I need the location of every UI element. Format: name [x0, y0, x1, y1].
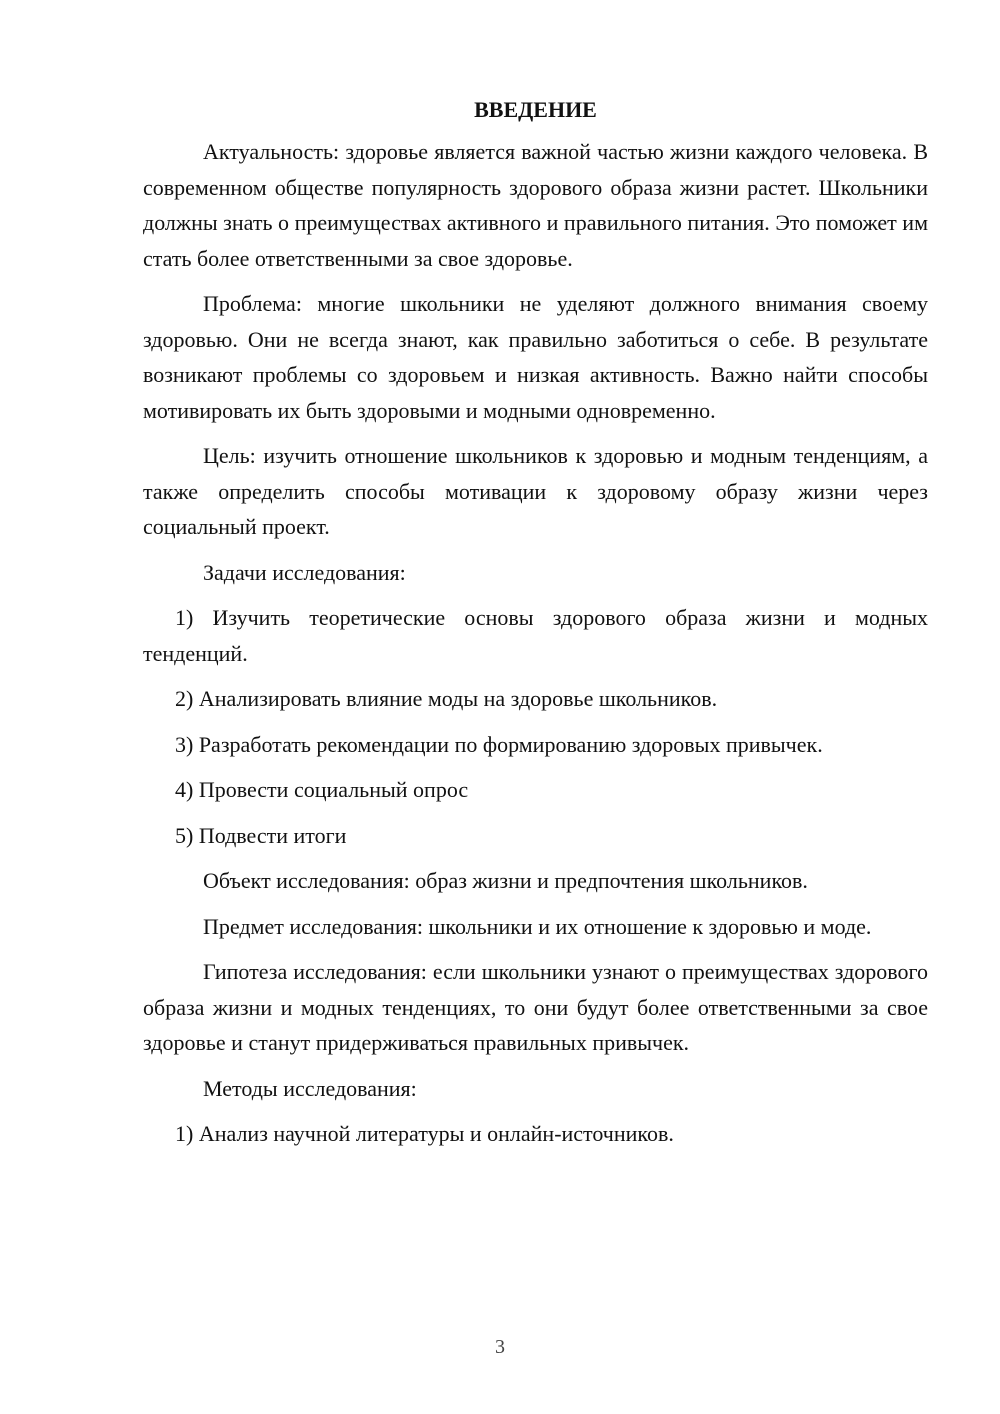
- page-number: 3: [495, 1336, 505, 1358]
- task-item-2: 2) Анализировать влияние моды на здоровье школьников.: [175, 686, 718, 711]
- paragraph-goal: Цель: изучить отношение школьников к здоровью и модным тенденциям, а также определить способы мотивации к здоровому образу жизни через социальный проект.: [143, 443, 928, 539]
- task-item-4: 4) Провести социальный опрос: [175, 777, 469, 802]
- page-body: [143, 96, 928, 1162]
- task-item-5: 5) Подвести итоги: [175, 822, 347, 848]
- method-item-1: 1) Анализ научной литературы и онлайн-источников.: [175, 1121, 674, 1146]
- methods-heading: Методы исследования:: [203, 1075, 417, 1101]
- section-title: ВВЕДЕНИЕ: [474, 97, 597, 122]
- paragraph-subject: Предмет исследования: школьники и их отношение к здоровью и моде.: [203, 913, 872, 939]
- paragraph-relevance: Актуальность: здоровье является важной частью жизни каждого человека. В современном обществе популярность здорового образа жизни растет. Школьники должны знать о преимуществах активного и правильного питания. Это поможет им стать более ответственными за свое здоровье.: [143, 139, 928, 271]
- paragraph-problem: Проблема: многие школьники не уделяют должного внимания своему здоровью. Они не всегда знают, как правильно заботиться о себе. В результате возникают проблемы со здоровьем и низкая активность. Важно найти способы мотивировать их быть здоровыми и модными одновременно.: [143, 291, 928, 423]
- paragraph-object: Объект исследования: образ жизни и предпочтения школьников.: [203, 868, 808, 893]
- task-item-1: 1) Изучить теоретические основы здорового образа жизни и модных тенденций.: [143, 605, 928, 666]
- paragraph-hypothesis: Гипотеза исследования: если школьники узнают о преимуществах здорового образа жизни и модных тенденциях, то они будут более ответственными за свое здоровье и станут придерживаться правильных привычек.: [143, 959, 928, 1055]
- tasks-heading: Задачи исследования:: [203, 559, 406, 585]
- task-item-3: 3) Разработать рекомендации по формированию здоровых привычек.: [175, 731, 823, 757]
